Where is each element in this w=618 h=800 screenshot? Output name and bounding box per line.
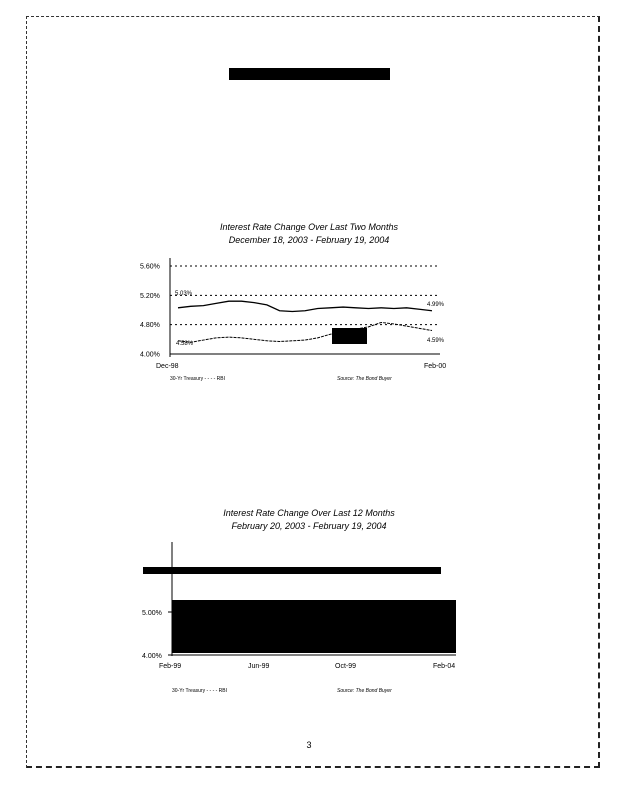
chart1-y-tick-label: 5.60% — [140, 263, 160, 271]
chart1-annotation-3: 4.58% — [176, 341, 194, 347]
chart1-annotation-4: 4.59% — [427, 338, 445, 344]
chart1-y-tick-label: 4.80% — [140, 322, 160, 330]
chart1-y-tick-label: 5.20% — [140, 292, 160, 300]
chart2-x-tick-label: Oct-99 — [335, 663, 357, 670]
chart1-x-tick-label: Dec-98 — [156, 363, 179, 370]
chart2-x-tick-label: Feb-04 — [433, 663, 456, 670]
chart1-legend: 30-Yr Treasury - - - - RBI — [170, 376, 226, 382]
chart2-redaction-top — [143, 567, 441, 574]
chart2-legend: 30-Yr Treasury - - - - RBI — [172, 688, 228, 694]
chart1-x-tick-label: Feb-00 — [424, 363, 447, 370]
chart2-x-tick-label: Jun-99 — [248, 663, 270, 670]
chart1-subtitle: December 18, 2003 - February 19, 2004 — [228, 235, 390, 245]
chart1-title: Interest Rate Change Over Last Two Months — [220, 222, 398, 232]
chart2-x-tick-label: Feb-99 — [159, 663, 182, 670]
chart1-annotation-2: 4.99% — [427, 302, 445, 308]
chart2-redaction-main — [172, 600, 456, 653]
chart1-source: Source: The Bond Buyer — [337, 376, 392, 382]
chart1-annotation-1: 5.03% — [175, 291, 193, 297]
chart2-subtitle: February 20, 2003 - February 19, 2004 — [231, 521, 387, 531]
page-number: 3 — [306, 740, 312, 750]
chart2-title: Interest Rate Change Over Last 12 Months — [223, 508, 395, 518]
chart2-y-tick-label: 5.00% — [142, 610, 162, 617]
chart2-source: Source: The Bond Buyer — [337, 688, 392, 694]
chart2-y-tick-label: 4.00% — [142, 653, 162, 660]
chart1-y-tick-label: 4.00% — [140, 351, 160, 359]
